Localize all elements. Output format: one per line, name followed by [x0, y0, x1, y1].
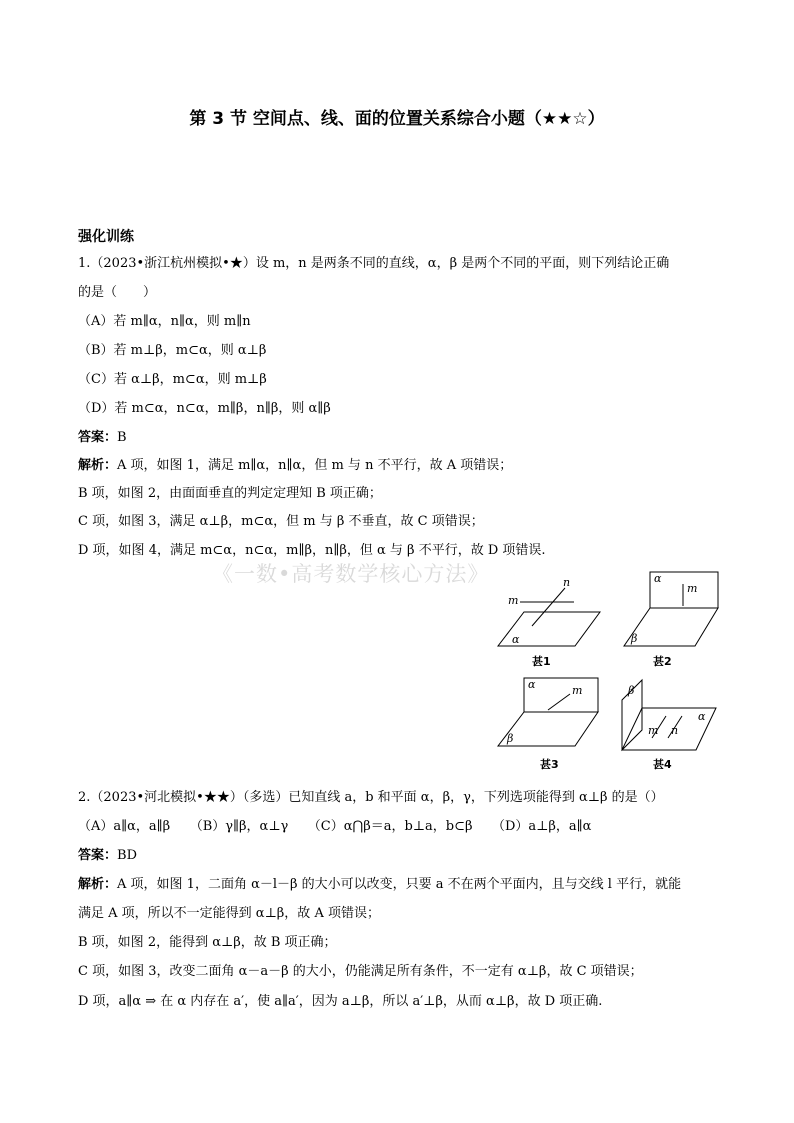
answer-label: 答案：: [78, 848, 118, 863]
figure-3: [498, 678, 598, 771]
figure-4-caption: 甚4: [653, 758, 672, 771]
analysis-label: 解析：: [78, 877, 118, 892]
q1-stem-line2: 的是（ ）: [78, 285, 157, 300]
section-heading: 强化训练: [78, 229, 134, 245]
q2-analysis-line1: [78, 876, 681, 894]
q1-option-b: （B）若 m⊥β，m⊂α，则 α⊥β: [78, 343, 267, 358]
label-beta: β: [507, 732, 514, 745]
label-beta: β: [631, 632, 638, 645]
label-beta: β: [628, 684, 635, 697]
q1-option-a: （A）若 m∥α，n∥α，则 m∥n: [78, 314, 251, 329]
label-m: m: [648, 724, 659, 737]
analysis-text: A 项，如图 1，二面角 α－l－β 的大小可以改变，只要 a 不在两个平面内，且与交线 l 平行，就能: [117, 877, 682, 892]
answer-value: B: [117, 430, 127, 445]
q1-analysis-line2: B 项，如图 2，由面面垂直的判定定理知 B 项正确；: [78, 486, 382, 501]
figure-3-caption: 甚3: [540, 758, 559, 771]
line-n: [532, 588, 565, 626]
q1-analysis-line1: [78, 457, 512, 475]
q2-analysis-line3: B 项，如图 2，能得到 α⊥β，故 B 项正确；: [78, 935, 337, 950]
label-alpha: α: [698, 710, 706, 723]
label-m: m: [508, 594, 519, 607]
q2-analysis-line4: C 项，如图 3，改变二面角 α－a－β 的大小，仍能满足所有条件，不一定有 α⊥β，故 C 项错误；: [78, 964, 643, 979]
label-alpha: α: [654, 572, 662, 585]
figure-1: [498, 576, 600, 668]
q1-option-d: （D）若 m⊂α，n⊂α，m∥β，n∥β，则 α∥β: [78, 401, 331, 416]
label-n: n: [671, 724, 679, 737]
answer-label: 答案：: [78, 430, 118, 445]
answer-value: BD: [117, 848, 137, 863]
q1-option-c: （C）若 α⊥β，m⊂α，则 m⊥β: [78, 372, 267, 387]
q2-options: （A）a∥α，a∥β （B）γ∥β，α⊥γ （C）α⋂β＝a，b⊥a，b⊂β （D）a⊥β，a∥α: [78, 819, 592, 834]
figures-panel: [490, 570, 730, 780]
watermark: 《一数•高考数学核心方法》: [212, 562, 490, 586]
label-alpha: α: [512, 633, 520, 646]
figure-1-caption: 甚1: [532, 655, 551, 668]
figure-2: [624, 572, 718, 668]
label-n: n: [563, 576, 571, 589]
analysis-label: 解析：: [78, 458, 118, 473]
label-m: m: [687, 582, 698, 595]
page-title: 第 3 节 空间点、线、面的位置关系综合小题（★★☆）: [189, 109, 605, 129]
q1-analysis-line3: C 项，如图 3，满足 α⊥β，m⊂α，但 m 与 β 不垂直，故 C 项错误；: [78, 514, 484, 529]
line-m: [548, 694, 570, 710]
q2-stem: 2.（2023•河北模拟•★★）（多选）已知直线 a，b 和平面 α，β，γ，下列选项能得到 α⊥β 的是（）: [78, 790, 664, 805]
q1-stem-line1: 1.（2023•浙江杭州模拟•★）设 m，n 是两条不同的直线，α，β 是两个不同的平面，则下列结论正确: [78, 256, 670, 271]
analysis-text: A 项，如图 1，满足 m∥α，n∥α，但 m 与 n 不平行，故 A 项错误；: [117, 458, 513, 473]
q1-answer: [78, 429, 127, 447]
q2-answer: [78, 847, 137, 865]
q2-analysis-line5: D 项，a∥α ⇒ 在 α 内存在 a′，使 a∥a′，因为 a⊥β，所以 a′⊥β，从而 α⊥β，故 D 项正确.: [78, 994, 603, 1009]
q1-analysis-line4: D 项，如图 4，满足 m⊂α，n⊂α，m∥β，n∥β，但 α 与 β 不平行，故 D 项错误.: [78, 543, 546, 558]
figure-4: [622, 680, 716, 771]
label-alpha: α: [528, 678, 536, 691]
label-m: m: [572, 684, 583, 697]
q2-analysis-line2: 满足 A 项，所以不一定能得到 α⊥β，故 A 项错误；: [78, 906, 380, 921]
figure-2-caption: 甚2: [653, 655, 672, 668]
plane-beta: [624, 608, 718, 646]
